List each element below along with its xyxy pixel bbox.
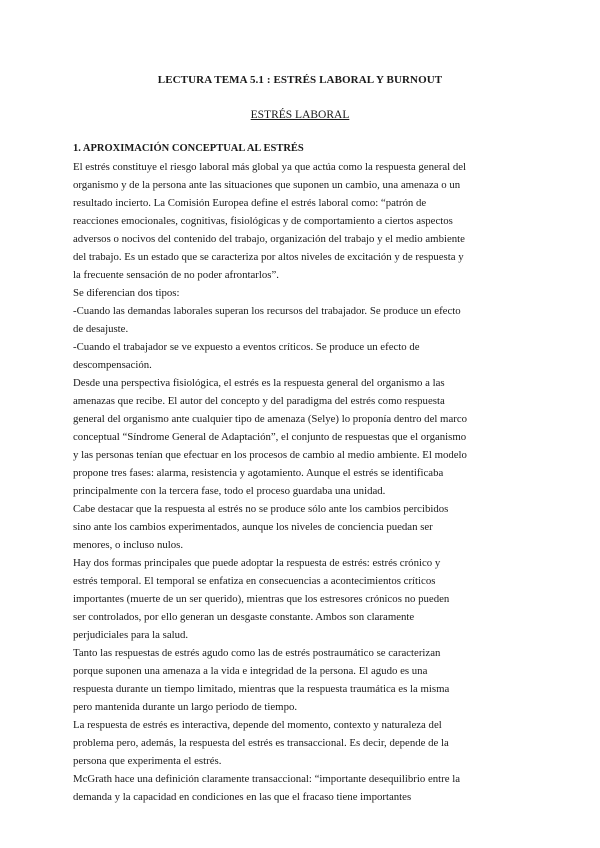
text-line: menores, o incluso nulos.	[73, 539, 184, 551]
text-line: porque suponen una amenaza a la vida e integridad de la persona. El agudo es una	[73, 665, 428, 677]
text-line: resultado incierto. La Comisión Europea define el estrés laboral como: “patrón de	[73, 197, 427, 209]
text-line: Cabe destacar que la respuesta al estrés no se produce sólo ante los cambios percibidos	[73, 503, 449, 515]
text-line: -Cuando las demandas laborales superan los recursos del trabajador. Se produce un efecto	[73, 305, 461, 317]
text-line: y las personas tenían que efectuar en los procesos de cambio al medio ambiente. El modelo	[73, 449, 467, 461]
text-line: Hay dos formas principales que puede adoptar la respuesta de estrés: estrés crónico y	[73, 557, 441, 569]
text-line: propone tres fases: alarma, resistencia y agotamiento. Aunque el estrés se identificaba	[73, 467, 444, 479]
text-line: problema pero, además, la respuesta del estrés es transaccional. Es decir, depende de la	[73, 737, 449, 749]
text-line: ser controlados, por ello generan un desgaste constante. Ambos son claramente	[73, 611, 415, 623]
text-line: organismo y de la persona ante las situaciones que suponen un cambio, una amenaza o un	[73, 179, 461, 191]
text-line: principalmente con la tercera fase, todo el proceso guardaba una unidad.	[73, 485, 386, 497]
text-line: del trabajo. Es un estado que se caracteriza por altos niveles de excitación y de respuesta y	[73, 251, 464, 263]
text-line: Desde una perspectiva fisiológica, el estrés es la respuesta general del organismo a las	[73, 377, 445, 389]
text-line: respuesta durante un tiempo limitado, mientras que la respuesta traumática es la misma	[73, 683, 450, 695]
section-heading: 1. APROXIMACIÓN CONCEPTUAL AL ESTRÉS	[73, 143, 304, 154]
document-title: LECTURA TEMA 5.1 : ESTRÉS LABORAL Y BURNOUT	[157, 74, 443, 86]
text-line: estrés temporal. El temporal se enfatiza en consecuencias a acontecimientos críticos	[73, 575, 436, 587]
document-subtitle: ESTRÉS LABORAL	[250, 109, 350, 121]
text-line: persona que experimenta el estrés.	[73, 755, 222, 767]
text-line: la frecuente sensación de no poder afrontarlos”.	[73, 269, 279, 281]
text-line: de desajuste.	[73, 323, 129, 335]
text-line: conceptual “Síndrome General de Adaptación”, el conjunto de respuestas que el organismo	[73, 431, 467, 443]
text-line: Se diferencian dos tipos:	[73, 287, 180, 299]
text-line: perjudiciales para la salud.	[73, 629, 189, 641]
text-line: adversos o nocivos del contenido del trabajo, organización del trabajo y el medio ambiente	[73, 233, 465, 245]
text-line: Tanto las respuestas de estrés agudo como las de estrés postraumático se caracterizan	[73, 647, 441, 659]
text-line: -Cuando el trabajador se ve expuesto a eventos críticos. Se produce un efecto de	[73, 341, 420, 353]
text-line: McGrath hace una definición claramente transaccional: “importante desequilibrio entre la	[73, 773, 461, 785]
text-line: importantes (muerte de un ser querido), mientras que los estresores crónicos no pueden	[73, 593, 450, 605]
text-line: demanda y la capacidad en condiciones en las que el fracaso tiene importantes	[73, 791, 412, 803]
text-line: reacciones emocionales, cognitivas, fisiológicas y de comportamiento a ciertos aspectos	[73, 215, 453, 227]
text-line: descompensación.	[73, 359, 152, 371]
body-text	[73, 158, 533, 806]
text-line: general del organismo ante cualquier tipo de amenaza (Selye) lo proponía dentro del marco	[73, 413, 468, 425]
text-line: El estrés constituye el riesgo laboral más global ya que actúa como la respuesta general del	[73, 161, 467, 173]
text-line: amenazas que recibe. El autor del concepto y del paradigma del estrés como respuesta	[73, 395, 445, 407]
text-line: pero mantenida durante un largo periodo de tiempo.	[73, 701, 298, 713]
text-line: La respuesta de estrés es interactiva, depende del momento, contexto y naturaleza del	[73, 719, 442, 731]
text-line: sino ante los cambios experimentados, aunque los niveles de conciencia puedan ser	[73, 521, 433, 533]
